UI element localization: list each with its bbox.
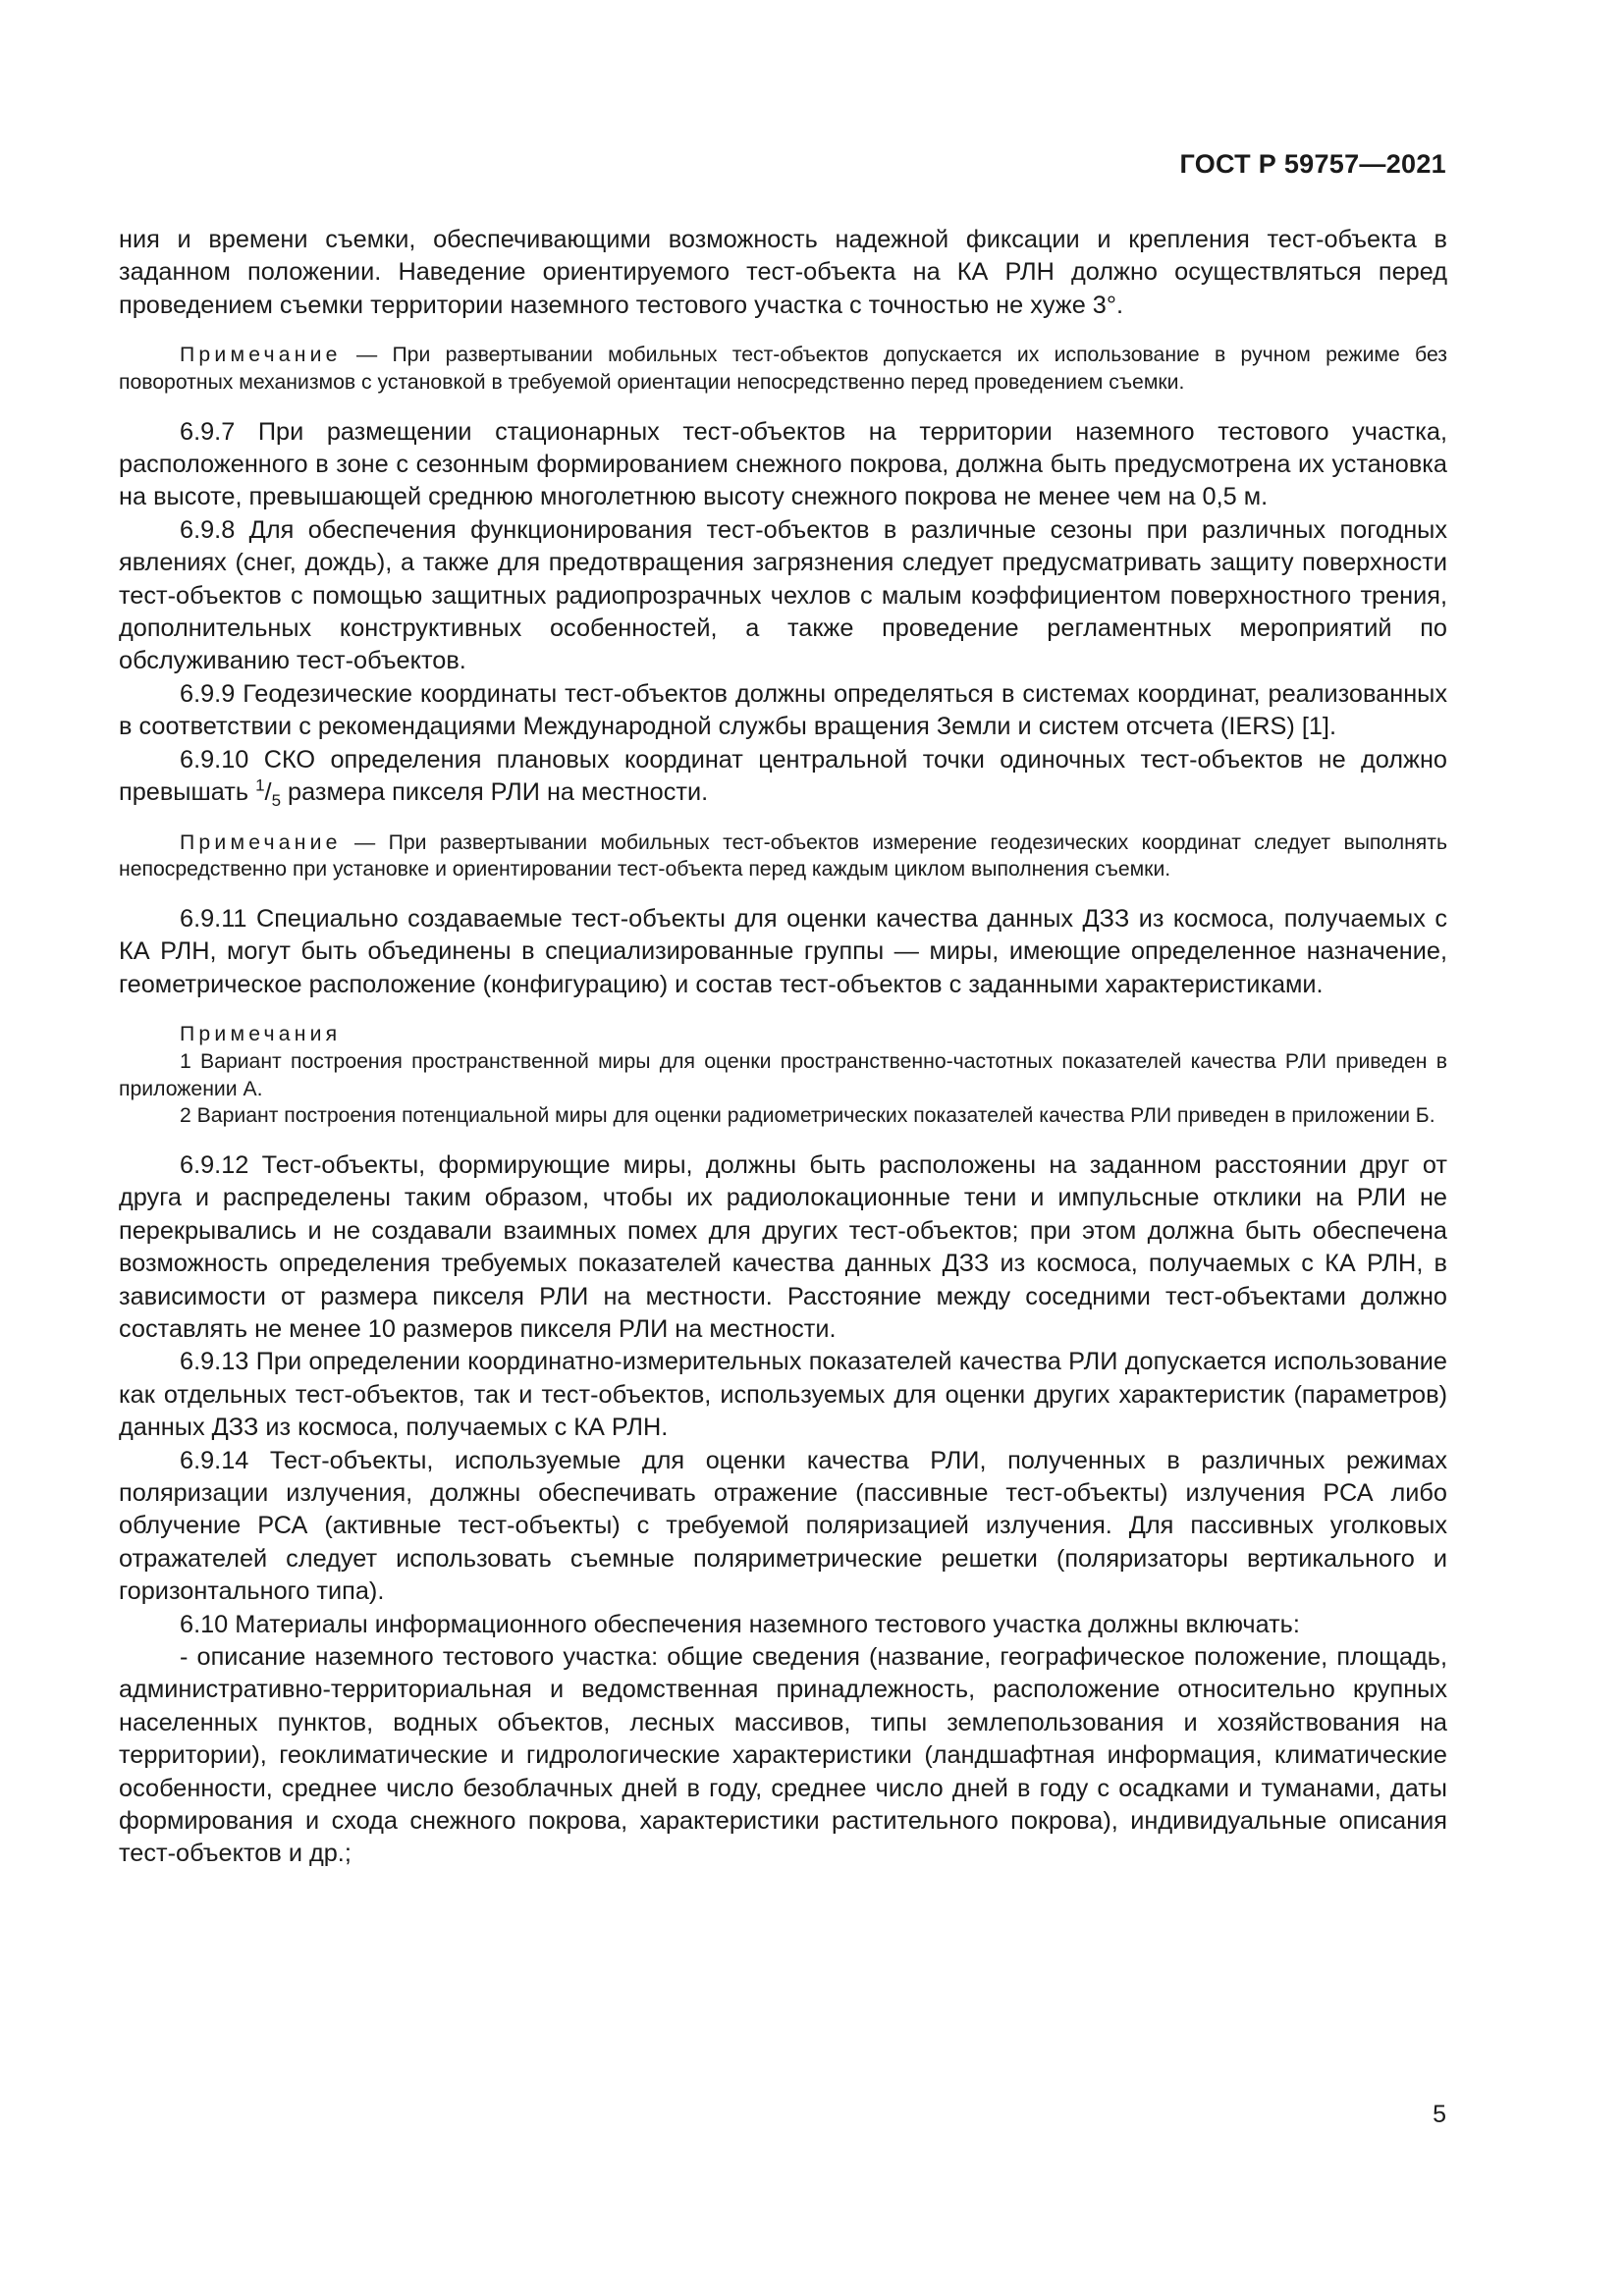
clause-6-9-12: 6.9.12 Тест-объекты, формирующие миры, должны быть расположены на заданном расстоянии друг от друга и распределены таким образом, чтобы их радиолокационные тени и импульсные отклики на РЛИ не перекрывались и не создавали взаимных помех для других тест-объектов; при этом должна быть обеспечена возможность определения требуемых показателей качества данных ДЗЗ из космоса, получаемых с КА РЛН, в зависимости от размера пикселя РЛИ на местности. Расстояние между соседними тест-объектами должно составлять не менее 10 размеров пикселя РЛИ на местности. [119, 1150, 1447, 1343]
clause-6-9-10 [119, 744, 1447, 810]
fraction-numerator: 1 [255, 775, 265, 795]
notes-3-item-2: 2 Вариант построения потенциальной миры для оценки радиометрических показателей качества РЛИ приведен в приложении Б. [180, 1104, 1435, 1128]
clause-6-9-7: 6.9.7 При размещении стационарных тест-объектов на территории наземного тестового участка, расположенного в зоне с сезонным формированием снежного покрова, должна быть предусмотрена их установка на высоте, превышающей среднюю многолетнюю высоту снежного покрова не менее чем на 0,5 м. [119, 417, 1447, 511]
clause-6-10-item: - описание наземного тестового участка: общие сведения (название, географическое положение, площадь, административно-территориальная и ведомственная принадлежность, расположение относительно крупных населенных пунктов, водных объектов, лесных массивов, типы землепользования и хозяйствования на территории), геоклиматические и гидрологические характеристики (ландшафтная информация, климатические особенности, среднее число безоблачных дней в году, среднее число дней в году с осадками и туманами, даты формирования и схода снежного покрова, характеристики растительного покрова), индивидуальные описания тест-объектов и др.; [119, 1643, 1447, 1868]
note-1 [119, 342, 1447, 396]
clause-6-9-13: 6.9.13 При определении координатно-измерительных показателей качества РЛИ допускается использование как отдельных тест-объектов, так и тест-объектов, используемых для оценки других характеристик (параметров) данных ДЗЗ из космоса, получаемых с КА РЛН. [119, 1348, 1447, 1442]
clause-6-9-8: 6.9.8 Для обеспечения функционирования тест-объектов в различные сезоны при различных погодных явлениях (снег, дождь), а также для предотвращения загрязнения следует предусматривать защиту поверхности тест-объектов с помощью защитных радиопрозрачных чехлов с малым коэффициентом поверхностного трения, дополнительных конструктивных особенностей, а также проведение регламентных мероприятий по обслуживанию тест-объектов. [119, 515, 1447, 675]
fraction-denominator: 5 [271, 791, 282, 811]
clause-6-9-9: 6.9.9 Геодезические координаты тест-объектов должны определяться в системах координат, реализованных в соответствии с рекомендациями Международной службы вращения Земли и систем отсчета (IERS) [1]. [119, 679, 1447, 741]
fraction-slash: / [264, 778, 272, 807]
document-code: ГОСТ Р 59757—2021 [1179, 149, 1446, 179]
paragraph-continuation: ния и времени съемки, обеспечивающими возможность надежной фиксации и крепления тест-объекта в заданном положении. Наведение ориентируемого тест-объекта на КА РЛН должно осуществляться перед проведением съемки территории наземного тестового участка с точностью не хуже 3°. [119, 226, 1447, 319]
note-text: — При развертывании мобильных тест-объектов допускается их использование в ручном режиме без поворотных механизмов с установкой в требуемой ориентации непосредственно перед проведением съемки. [119, 344, 1447, 394]
note-label: Примечание [180, 344, 342, 367]
note-2 [119, 829, 1447, 883]
clause-text: 6.9.10 СКО определения плановых координат центральной точки одиночных тест-объектов не должно превышать [119, 745, 1447, 807]
clause-6-10: 6.10 Материалы информационного обеспечения наземного тестового участка должны включать: [180, 1610, 1300, 1638]
clause-6-9-14: 6.9.14 Тест-объекты, используемые для оценки качества РЛИ, полученных в различных режимах поляризации излучения, должны обеспечивать отражение (пассивные тест-объекты) излучения РСА либо облучение РСА (активные тест-объекты) с требуемой поляризацией излучения. Для пассивных уголковых отражателей следует использовать съемные поляриметрические решетки (поляризаторы вертикального и горизонтального типа). [119, 1446, 1447, 1606]
notes-label: Примечания [180, 1023, 342, 1046]
page-number: 5 [1433, 2101, 1446, 2128]
notes-3-label [119, 1021, 1447, 1048]
note-label: Примечание [180, 830, 342, 854]
clause-text-end: размера пикселя РЛИ на местности. [281, 778, 709, 807]
clause-6-9-11: 6.9.11 Специально создаваемые тест-объекты для оценки качества данных ДЗЗ из космоса, получаемых с КА РЛН, могут быть объединены в специализированные группы — миры, имеющие определенное назначение, геометрическое расположение (конфигурацию) и состав тест-объектов с заданными характеристиками. [119, 904, 1447, 998]
notes-3-item-1: 1 Вариант построения пространственной миры для оценки пространственно-частотных показателей качества РЛИ приведен в приложении А. [119, 1049, 1447, 1100]
page-body [119, 224, 1447, 1871]
note-text: — При развертывании мобильных тест-объектов измерение геодезических координат следует выполнять непосредственно при установке и ориентировании тест-объекта перед каждым циклом выполнения съемки. [119, 830, 1447, 881]
